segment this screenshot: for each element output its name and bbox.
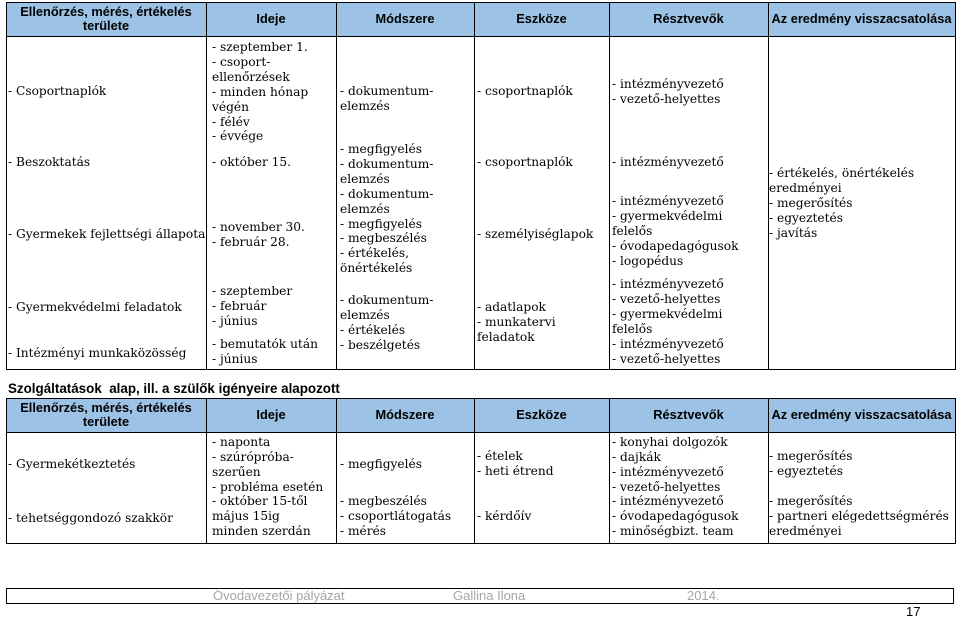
cell-line: - évvége — [212, 129, 264, 144]
cell-line: - személyiséglapok — [477, 227, 594, 241]
table-border — [609, 398, 610, 544]
cell-line: - intézményvezető — [612, 155, 724, 169]
table2-cell — [612, 435, 728, 495]
table2-cell — [8, 511, 173, 526]
cell-line: - csoportlátogatás — [340, 508, 452, 523]
table2-cell — [769, 494, 949, 539]
table2-header-row — [6, 398, 955, 432]
section-title: Szolgáltatások alap, ill. a szülők igényeire alapozott — [8, 381, 340, 396]
table2-cell — [212, 494, 311, 539]
cell-line: feladatok — [477, 329, 535, 344]
cell-line: elemzés — [340, 201, 390, 216]
table1-cell — [612, 77, 724, 107]
cell-line: - megbeszélés — [340, 494, 427, 508]
cell-line: - február 28. — [212, 234, 290, 249]
table-border — [6, 398, 7, 544]
table1-cell — [212, 220, 305, 250]
table-border — [609, 2, 610, 370]
table-border — [474, 2, 475, 370]
table-border — [6, 543, 956, 544]
table1-header-participants: Résztvevők — [653, 11, 724, 26]
cell-line: - probléma esetén — [212, 479, 324, 494]
cell-line: - dokumentum- — [340, 293, 434, 307]
cell-line: - csoportnaplók — [477, 84, 573, 98]
table-border — [336, 398, 337, 544]
table2-cell — [612, 494, 738, 539]
cell-line: - értékelés, — [340, 246, 409, 261]
table-border — [955, 2, 956, 370]
table1-cell — [612, 277, 724, 337]
table1-cell — [8, 155, 90, 170]
table1-cell — [8, 84, 106, 99]
cell-line: - javítás — [769, 225, 818, 240]
page-footer — [6, 588, 954, 604]
cell-line: - értékelés — [340, 322, 406, 337]
cell-line: - intézményvezető — [612, 194, 724, 208]
cell-line: május 15ig — [212, 508, 280, 523]
cell-line: eredményei — [769, 180, 842, 195]
cell-line: - csoport- — [212, 54, 271, 69]
cell-line: - Intézményi munkaközösség — [8, 346, 187, 360]
cell-line: - megerősítés — [769, 449, 853, 463]
cell-line: - óvodapedagógusok — [612, 508, 739, 523]
cell-line: - szeptember 1. — [212, 40, 308, 54]
cell-line: - megfigyelés — [340, 142, 422, 156]
cell-line: végén — [212, 99, 249, 114]
table1-cell — [477, 84, 573, 99]
cell-line: - október 15. — [212, 155, 292, 169]
cell-line: - intézményvezető — [612, 77, 724, 91]
table-border — [955, 398, 956, 544]
cell-line: - vezető-helyettes — [612, 291, 721, 306]
cell-line: - Gyermekvédelmi feladatok — [8, 300, 182, 314]
cell-line: - gyermekvédelmi — [612, 208, 723, 223]
cell-line: - adatlapok — [477, 300, 546, 314]
table1-cell — [212, 284, 292, 329]
cell-line: - megerősítés — [769, 195, 853, 210]
cell-line: - beszélgetés — [340, 337, 421, 352]
cell-line: - megbeszélés — [340, 231, 427, 246]
cell-line: - vezető-helyettes — [612, 91, 721, 106]
table2-cell — [8, 457, 135, 472]
table2-header-participants: Résztvevők — [653, 407, 724, 422]
cell-line: - ételek — [477, 449, 523, 463]
cell-line: - intézményvezető — [612, 464, 724, 479]
table-border — [768, 398, 769, 544]
cell-line: - megfigyelés — [340, 457, 422, 471]
cell-line: - vezető-helyettes — [612, 479, 721, 494]
cell-line: - megerősítés — [769, 494, 853, 508]
cell-line: - intézményvezető — [612, 494, 724, 508]
table1-header-tool: Eszköze — [516, 11, 567, 26]
cell-line: - dokumentum- — [340, 156, 434, 171]
table-border — [6, 432, 955, 433]
footer-year: 2014. — [687, 588, 720, 603]
cell-line: - dokumentum- — [340, 84, 434, 98]
cell-line: - Gyermekek fejlettségi állapota — [8, 227, 206, 241]
table1-cell — [612, 194, 738, 269]
cell-line: felelős — [612, 223, 653, 238]
table-border — [768, 2, 769, 370]
cell-line: - február — [212, 298, 267, 313]
table1-header-area: Ellenőrzés, mérés, értékelés területe — [20, 4, 192, 33]
table2-header-feedback: Az eredmény visszacsatolása — [771, 407, 952, 422]
table2-cell — [477, 449, 554, 479]
table1-cell — [8, 227, 205, 242]
table1-header-row — [6, 2, 955, 36]
cell-line: - félév — [212, 114, 250, 129]
table2-header-time: Ideje — [256, 407, 286, 422]
cell-line: elemzés — [340, 307, 390, 322]
cell-line: - egyeztetés — [769, 463, 843, 478]
cell-line: - partneri elégedettségmérés — [769, 508, 949, 523]
table-border — [336, 2, 337, 370]
cell-line: elemzés — [340, 171, 390, 186]
cell-line: minden szerdán — [212, 523, 311, 538]
table2-cell — [340, 494, 451, 539]
cell-line: - minőségbizt. team — [612, 523, 734, 538]
table2-cell — [769, 449, 852, 479]
cell-line: - konyhai dolgozók — [612, 435, 728, 449]
table-border — [6, 2, 7, 370]
cell-line: - megfigyelés — [340, 216, 422, 231]
table1-header-method: Módszere — [375, 11, 435, 26]
cell-line: - értékelés, önértékelés — [769, 166, 915, 180]
cell-line: - heti étrend — [477, 463, 554, 478]
cell-line: - intézményvezető — [612, 337, 724, 351]
cell-line: önértékelés — [340, 261, 413, 276]
cell-line: ellenőrzések — [212, 69, 290, 84]
table1-cell — [212, 155, 291, 170]
cell-line: - június — [212, 351, 258, 366]
table1-cell — [769, 166, 914, 241]
table2-header-method: Módszere — [375, 407, 435, 422]
table1-cell — [340, 84, 433, 114]
table1-cell — [8, 300, 182, 315]
page-number: 17 — [906, 604, 921, 619]
table-border — [206, 2, 207, 370]
cell-line: - logopédus — [612, 253, 684, 268]
table2-cell — [477, 509, 531, 524]
table1-cell — [8, 346, 186, 361]
cell-line: - munkatervi — [477, 314, 556, 329]
table1-cell — [212, 337, 318, 367]
cell-line: - kérdőív — [477, 509, 532, 523]
cell-line: - egyeztetés — [769, 210, 843, 225]
table1-header-time: Ideje — [256, 11, 286, 26]
cell-line: - vezető-helyettes — [612, 351, 721, 366]
cell-line: - intézményvezető — [612, 277, 724, 291]
table2-cell — [212, 435, 323, 495]
table-border — [6, 369, 956, 370]
cell-line: - tehetséggondozó szakkör — [8, 511, 173, 525]
cell-line: - november 30. — [212, 220, 305, 234]
cell-line: - Beszoktatás — [8, 155, 91, 169]
cell-line: - mérés — [340, 523, 387, 538]
table1-cell — [477, 300, 556, 345]
table2-header-area: Ellenőrzés, mérés, értékelés területe — [20, 400, 192, 429]
cell-line: felelős — [612, 321, 653, 336]
cell-line: - dajkák — [612, 449, 661, 464]
footer-author: Gallina Ilona — [453, 588, 526, 603]
cell-line: - bemutatók után — [212, 337, 318, 351]
table-border — [6, 2, 955, 3]
cell-line: - dokumentum- — [340, 186, 434, 201]
cell-line: - csoportnaplók — [477, 155, 573, 169]
cell-line: elemzés — [340, 98, 390, 113]
table2-header-tool: Eszköze — [516, 407, 567, 422]
table1-cell — [340, 293, 433, 353]
table1-header-feedback: Az eredmény visszacsatolása — [771, 11, 952, 26]
cell-line: - óvodapedagógusok — [612, 238, 739, 253]
table2-cell — [340, 457, 422, 472]
footer-title: Óvodavezetői pályázat — [213, 588, 345, 603]
table-border — [6, 398, 955, 399]
cell-line: - szeptember — [212, 284, 293, 298]
cell-line: - naponta — [212, 435, 271, 449]
table1-cell — [477, 155, 573, 170]
cell-line: - június — [212, 313, 258, 328]
cell-line: - gyermekvédelmi — [612, 306, 723, 321]
cell-line: eredményei — [769, 523, 842, 538]
table1-cell — [477, 227, 593, 242]
table1-cell — [340, 142, 433, 276]
cell-line: - Csoportnaplók — [8, 84, 107, 98]
table-border — [206, 398, 207, 544]
cell-line: szerűen — [212, 464, 261, 479]
table1-cell — [212, 40, 308, 144]
cell-line: - október 15-től — [212, 494, 308, 508]
table1-cell — [612, 155, 724, 170]
table1-cell — [612, 337, 724, 367]
table-border — [6, 36, 955, 37]
cell-line: - Gyermekétkeztetés — [8, 457, 136, 471]
cell-line: - szúrópróba- — [212, 449, 294, 464]
table-border — [474, 398, 475, 544]
cell-line: - minden hónap — [212, 84, 309, 99]
